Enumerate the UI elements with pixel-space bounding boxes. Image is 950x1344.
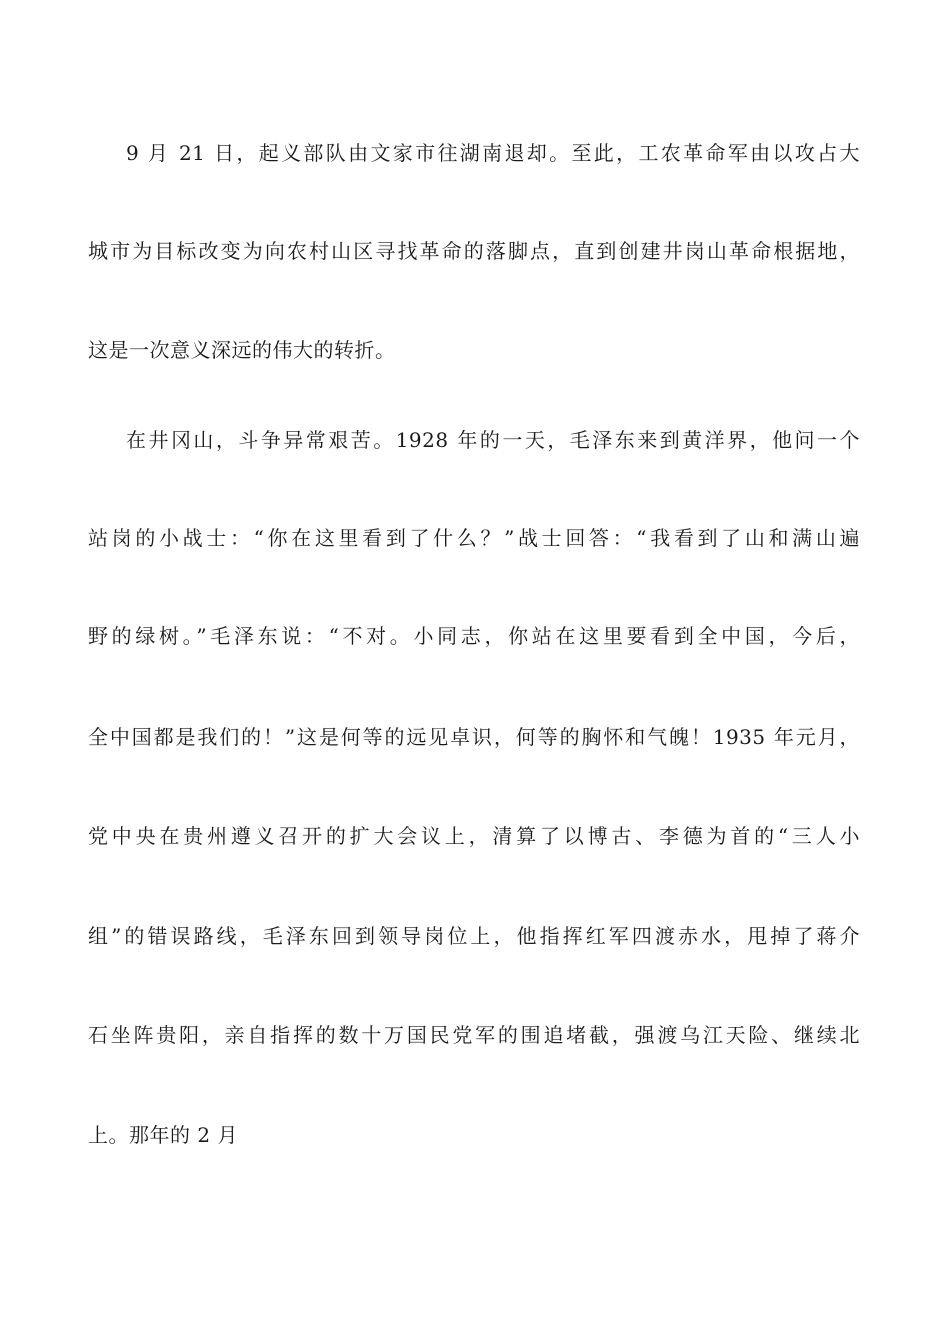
paragraph-2-line-2: 站岗的小战士：“你在这里看到了什么？”战士回答：“我看到了山和满山遍: [88, 526, 860, 550]
paragraph-2-line-5: 党中央在贵州遵义召开的扩大会议上，清算了以博古、李德为首的“三人小: [88, 824, 860, 848]
paragraph-2-line-7: 石坐阵贵阳，亲自指挥的数十万国民党军的围追堵截，强渡乌江天险、继续北: [88, 1023, 860, 1047]
paragraph-1-line-1: 9 月 21 日，起义部队由文家市往湖南退却。至此，工农革命军由以攻占大: [126, 141, 860, 165]
paragraph-1-line-3: 这是一次意义深远的伟大的转折。: [88, 338, 396, 362]
paragraph-2-line-4: 全中国都是我们的！”这是何等的远见卓识，何等的胸怀和气魄！1935 年元月，: [88, 725, 860, 749]
paragraph-2-line-8: 上。那年的 2 月: [88, 1123, 238, 1147]
paragraph-2-line-3: 野的绿树。”毛泽东说：“不对。小同志，你站在这里要看到全中国，今后，: [88, 624, 860, 648]
paragraph-2-line-6: 组”的错误路线，毛泽东回到领导岗位上，他指挥红军四渡赤水，甩掉了蒋介: [88, 924, 860, 948]
paragraph-2-line-1: 在井冈山，斗争异常艰苦。1928 年的一天，毛泽东来到黄洋界，他问一个: [126, 428, 860, 452]
paragraph-1-line-2: 城市为目标改变为向农村山区寻找革命的落脚点，直到创建井岗山革命根据地，: [88, 239, 860, 263]
